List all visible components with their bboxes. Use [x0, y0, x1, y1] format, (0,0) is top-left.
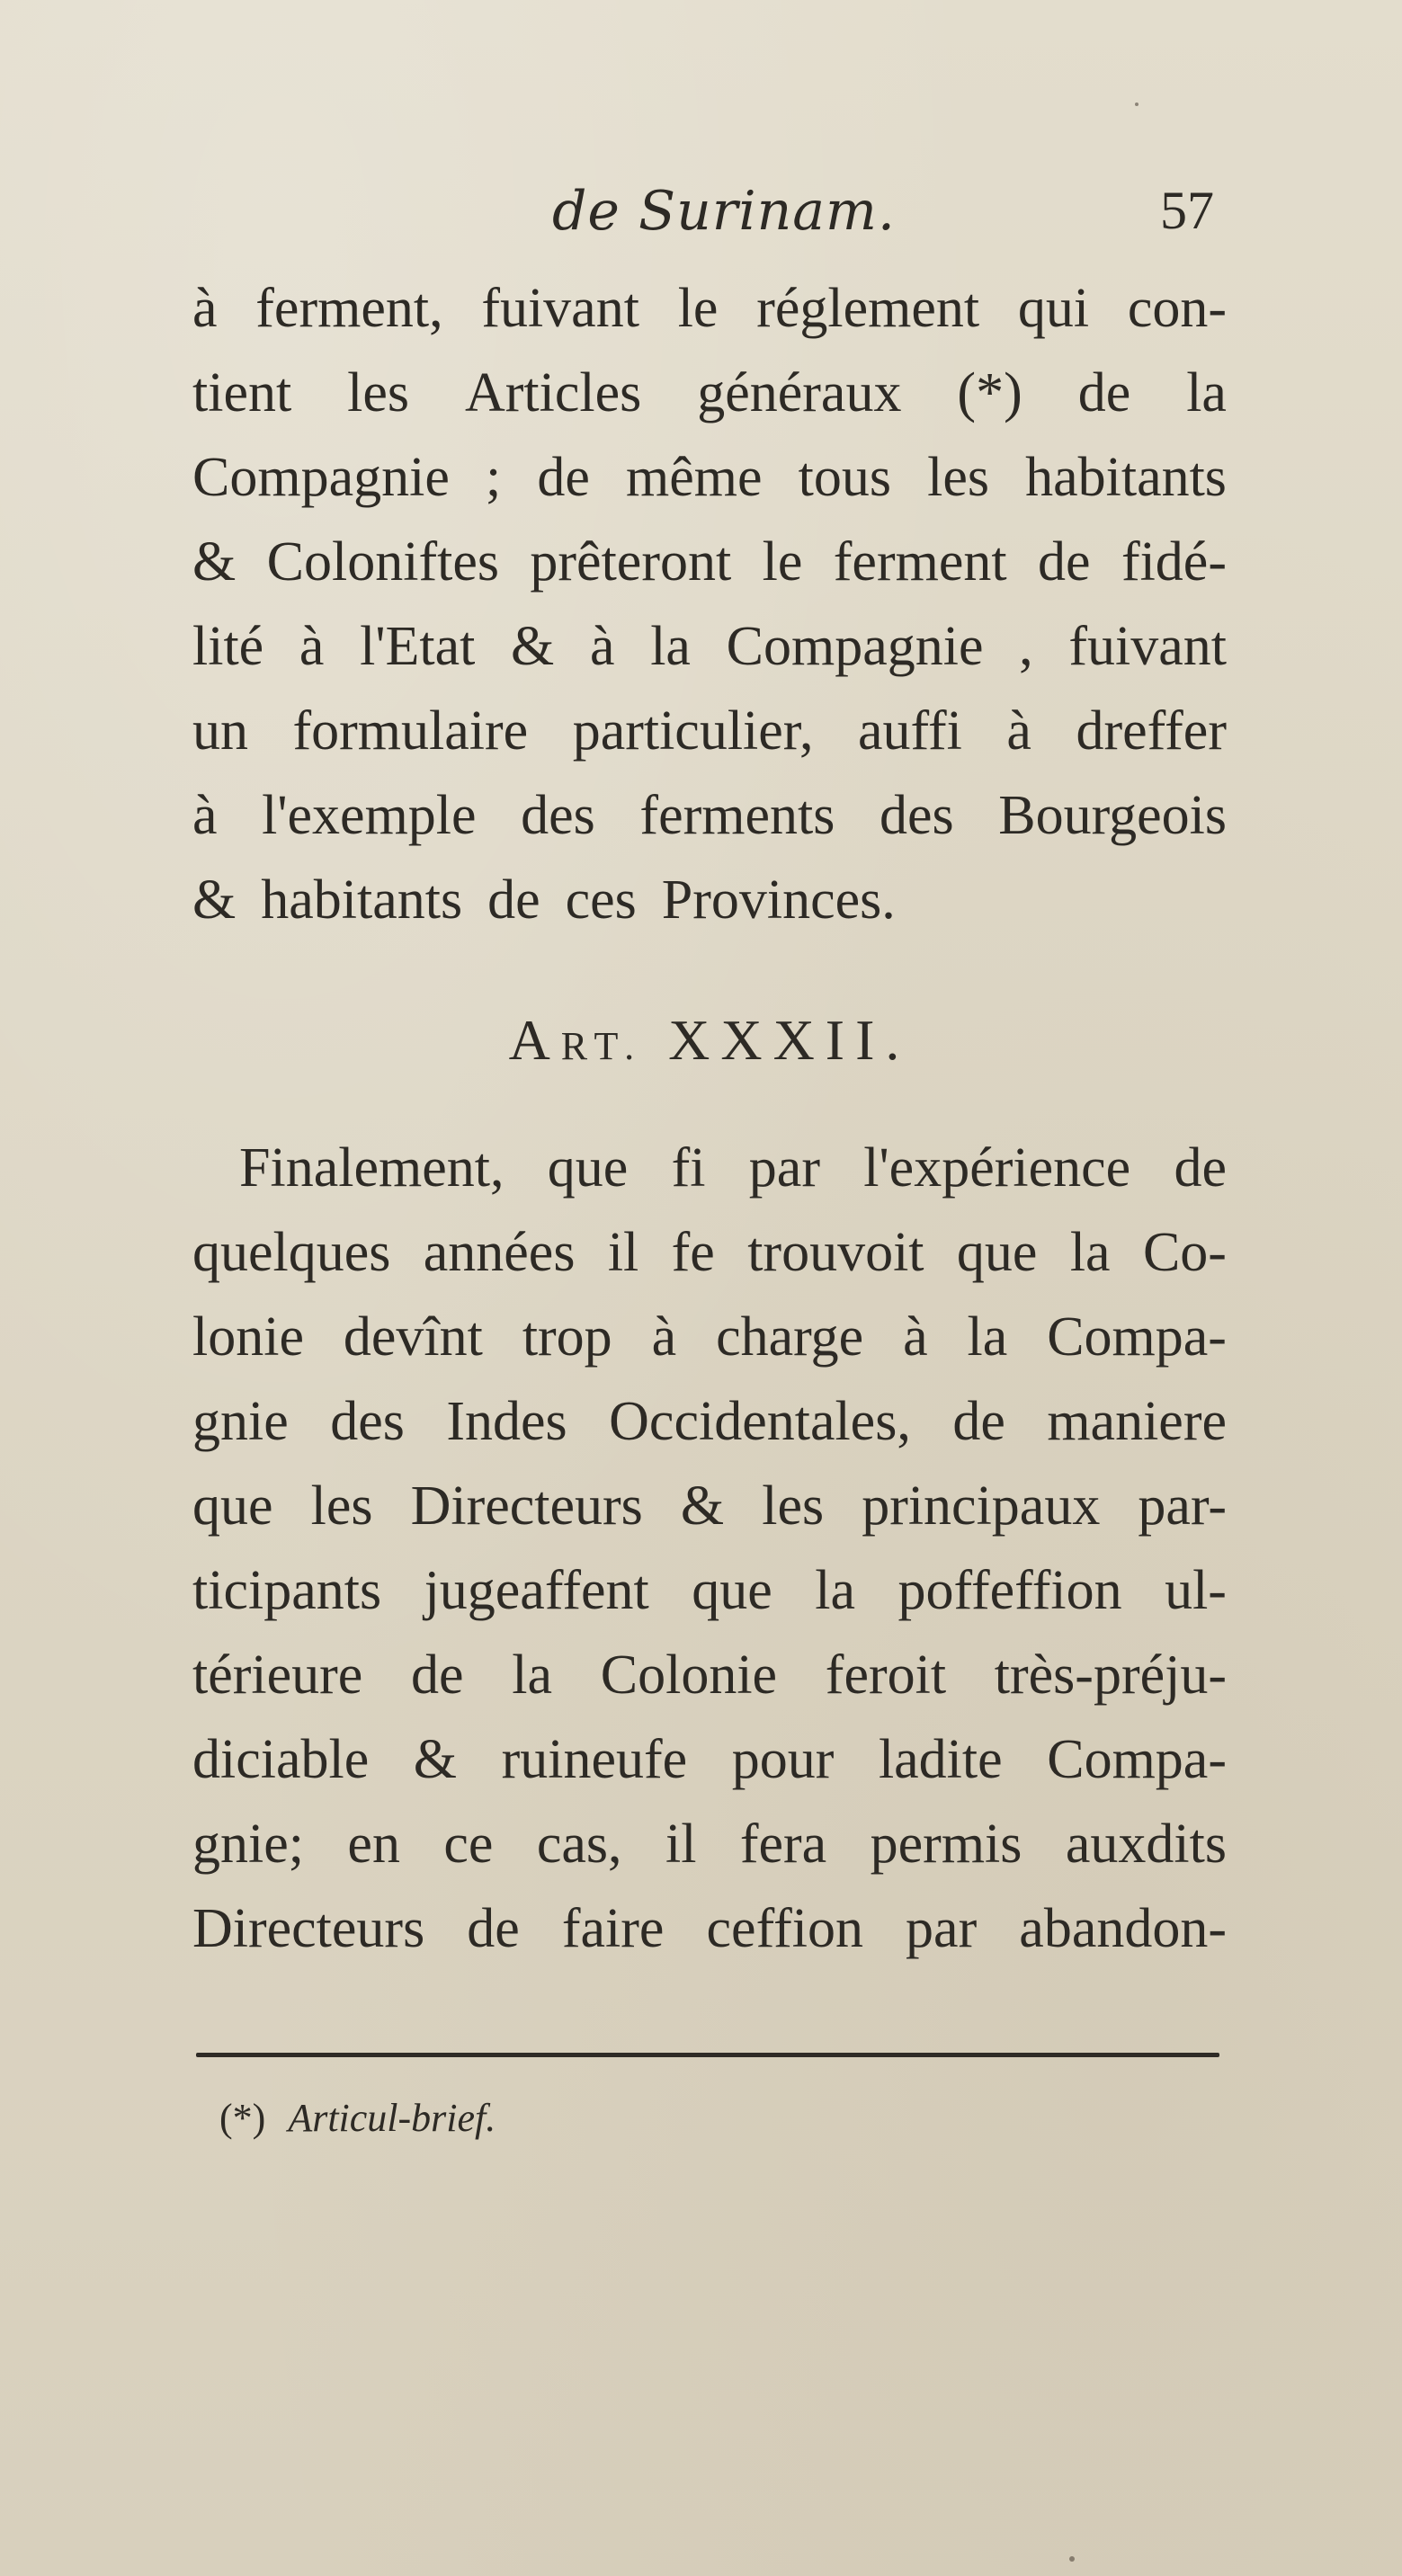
text-line: [192, 1210, 1227, 1295]
word: réglement: [756, 278, 980, 339]
word: l'expérience: [863, 1137, 1131, 1199]
word: de: [537, 447, 590, 508]
word: Directeurs: [192, 1898, 425, 1959]
word: devînt: [343, 1306, 483, 1368]
text-line: [192, 689, 1227, 773]
word: des: [879, 785, 954, 846]
word: les: [762, 1475, 825, 1537]
word: de: [467, 1898, 520, 1959]
text-line: [192, 1633, 1227, 1717]
word: &: [192, 869, 237, 931]
word: maniere: [1047, 1391, 1227, 1452]
article-heading-numeral: XXXII.: [668, 1008, 911, 1072]
word: pour: [731, 1729, 835, 1790]
word: les: [310, 1475, 373, 1537]
paragraph-1: [192, 266, 1227, 942]
text-line: [192, 1295, 1227, 1379]
word: cas,: [536, 1814, 622, 1875]
word: il: [607, 1222, 639, 1283]
word: trouvoit: [747, 1222, 924, 1283]
word: de: [952, 1391, 1005, 1452]
word: le: [677, 278, 719, 339]
word: à: [651, 1306, 677, 1368]
word: habitants: [261, 869, 463, 931]
word: poffeffion: [897, 1560, 1122, 1621]
word: il: [665, 1814, 697, 1875]
word: Finalement,: [239, 1137, 505, 1199]
word: années: [423, 1222, 576, 1283]
word: que: [956, 1222, 1038, 1283]
word: qui: [1017, 278, 1090, 339]
word: ;: [485, 447, 502, 508]
word: par: [748, 1137, 820, 1199]
word: ruineufe: [501, 1729, 688, 1790]
paragraph-2: [192, 1126, 1227, 1971]
word: auxdits: [1065, 1814, 1227, 1875]
word: à: [192, 785, 218, 846]
word: Directeurs: [410, 1475, 643, 1537]
word: la: [1186, 362, 1227, 423]
text-line: [192, 1126, 1227, 1210]
word: la: [512, 1645, 553, 1706]
article-heading: [192, 1007, 1227, 1074]
word: des: [521, 785, 595, 846]
word: à: [299, 616, 325, 677]
word: de: [1037, 531, 1091, 593]
footnote-marker: (*): [219, 2096, 266, 2140]
word: la: [650, 616, 691, 677]
word: trop: [522, 1306, 612, 1368]
word: Articles: [465, 362, 642, 423]
word: diciable: [192, 1729, 370, 1790]
word: &: [680, 1475, 725, 1537]
word: que: [692, 1560, 772, 1621]
word: à: [192, 278, 218, 339]
footnote: [219, 2095, 496, 2141]
word: des: [330, 1391, 405, 1452]
text-line: [192, 266, 1227, 351]
text-line: [192, 435, 1227, 520]
word: particulier,: [572, 700, 814, 762]
word: les: [927, 447, 989, 508]
word: ferment: [833, 531, 1007, 593]
word: l'Etat: [360, 616, 476, 677]
page-number: 57: [1160, 181, 1214, 240]
word: Bourgeois: [998, 785, 1227, 846]
word: quelques: [192, 1222, 391, 1283]
text-line: [192, 1717, 1227, 1802]
word: ces: [565, 869, 637, 931]
word: par: [906, 1898, 978, 1959]
word: térieure: [192, 1645, 363, 1706]
word: formulaire: [292, 700, 529, 762]
footnote-rule: [196, 2053, 1219, 2057]
word: dreffer: [1076, 700, 1227, 762]
word: très-préju-: [994, 1645, 1227, 1706]
word: Coloniftes: [266, 531, 499, 593]
running-title: de Surinam.: [552, 180, 896, 243]
word: Colonie: [600, 1645, 778, 1706]
article-heading-initial: A: [508, 1008, 561, 1072]
word: lonie: [192, 1306, 304, 1368]
word: à: [589, 616, 615, 677]
word: de: [1174, 1137, 1227, 1199]
word: tient: [192, 362, 292, 423]
text-line: [192, 1886, 1227, 1971]
word: les: [347, 362, 410, 423]
text-line: [192, 1548, 1227, 1633]
word: même: [625, 447, 763, 508]
word: jugeaffent: [424, 1560, 649, 1621]
word: fidé-: [1121, 531, 1227, 593]
word: par-: [1138, 1475, 1227, 1537]
word: tous: [798, 447, 891, 508]
word: ul-: [1165, 1560, 1227, 1621]
word: &: [511, 616, 555, 677]
text-line: [192, 604, 1227, 689]
word: Compa-: [1047, 1729, 1227, 1790]
word: fi: [671, 1137, 706, 1199]
word: fe: [671, 1222, 715, 1283]
word: habitants: [1025, 447, 1227, 508]
word: Compagnie: [192, 447, 450, 508]
text-line: [192, 1464, 1227, 1548]
word: la: [967, 1306, 1008, 1368]
word: que: [547, 1137, 629, 1199]
word: con-: [1127, 278, 1227, 339]
article-heading-rest: RT.: [560, 1024, 644, 1068]
word: lité: [192, 616, 264, 677]
word: principaux: [862, 1475, 1101, 1537]
word: de: [487, 869, 540, 931]
word: Compagnie: [726, 616, 984, 677]
word: fera: [739, 1814, 827, 1875]
word: l'exemple: [262, 785, 477, 846]
word: la: [1069, 1222, 1111, 1283]
word: un: [192, 700, 248, 762]
word: ticipants: [192, 1560, 382, 1621]
text-line: [192, 1379, 1227, 1464]
text-line: [192, 520, 1227, 604]
paper-speck: [1069, 2556, 1075, 2562]
word: le: [762, 531, 803, 593]
word: ferment,: [255, 278, 443, 339]
text-line: [192, 1802, 1227, 1886]
footnote-text: Articul-brief.: [288, 2096, 496, 2140]
word: Provinces.: [661, 869, 896, 931]
word: gnie;: [192, 1814, 304, 1875]
text-line: [192, 351, 1227, 435]
word: &: [413, 1729, 458, 1790]
word: &: [192, 531, 237, 593]
word: prêteront: [530, 531, 732, 593]
word: ferments: [639, 785, 835, 846]
word: Indes: [446, 1391, 567, 1452]
word: Compa-: [1047, 1306, 1227, 1368]
word: en: [347, 1814, 400, 1875]
word: ce: [443, 1814, 494, 1875]
paper-speck: [1135, 103, 1139, 106]
word: feroit: [825, 1645, 947, 1706]
word: de: [411, 1645, 464, 1706]
word: ladite: [878, 1729, 1003, 1790]
running-head: [192, 180, 1227, 252]
word: à: [1006, 700, 1031, 762]
word: charge: [716, 1306, 864, 1368]
word: la: [815, 1560, 855, 1621]
word: de: [1077, 362, 1131, 423]
word: gnie: [192, 1391, 289, 1452]
word: faire: [561, 1898, 665, 1959]
text-line: [192, 773, 1227, 858]
word: ceffion: [706, 1898, 863, 1959]
word: que: [192, 1475, 273, 1537]
word: auffi: [857, 700, 962, 762]
text-line: [192, 858, 1227, 942]
word: ,: [1019, 616, 1033, 677]
word: Co-: [1142, 1222, 1227, 1283]
word: généraux: [697, 362, 902, 423]
word: permis: [870, 1814, 1022, 1875]
word: à: [903, 1306, 928, 1368]
word: fuivant: [481, 278, 639, 339]
word: fuivant: [1068, 616, 1227, 677]
word: (*): [957, 362, 1022, 423]
word: abandon-: [1019, 1898, 1227, 1959]
word: Occidentales,: [609, 1391, 911, 1452]
